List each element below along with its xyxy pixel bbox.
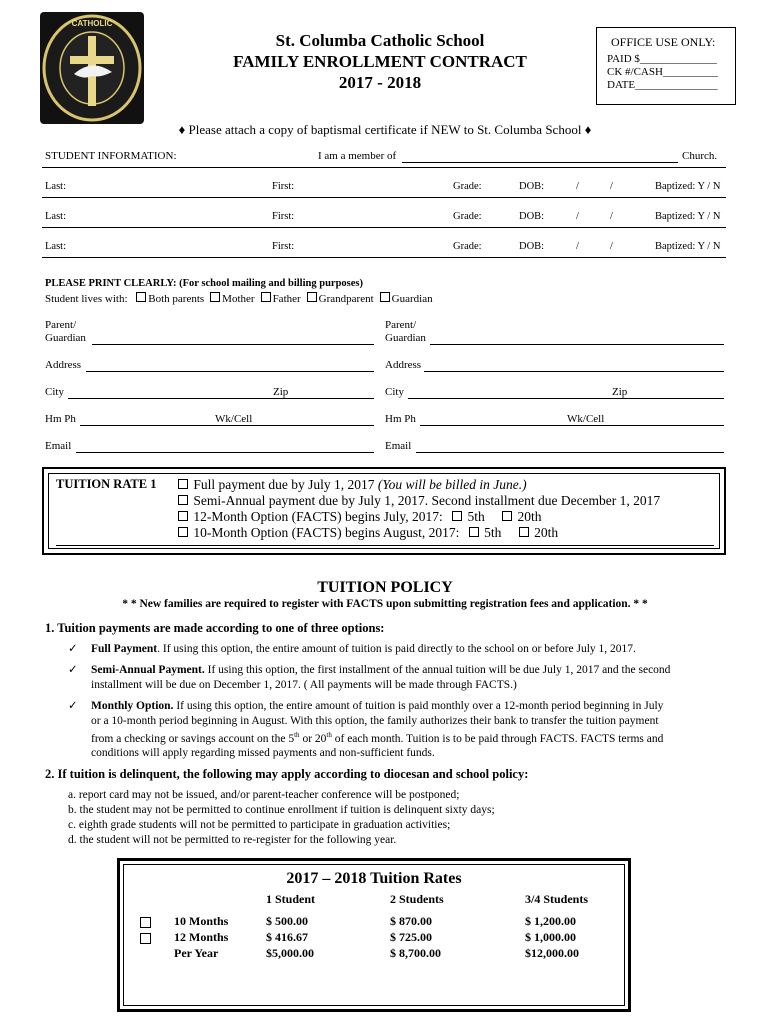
tuition-option-full[interactable] bbox=[178, 477, 527, 492]
option-10month-text: 10-Month Option (FACTS) begins August, 2017: bbox=[193, 525, 460, 540]
lives-with-option[interactable] bbox=[307, 293, 374, 305]
rate-1-student: $5,000.00 bbox=[266, 946, 314, 960]
check-icon: ✓ bbox=[68, 700, 78, 712]
lives-with-option-label: Mother bbox=[222, 293, 255, 305]
policy-title: TUITION POLICY bbox=[317, 579, 453, 596]
twentieth-label: 20th bbox=[517, 509, 542, 524]
dob-slash: / bbox=[576, 181, 579, 192]
check-icon: ✓ bbox=[68, 664, 78, 676]
office-heading: OFFICE USE ONLY: bbox=[611, 35, 716, 49]
address-field-2[interactable] bbox=[424, 371, 724, 372]
rate-1-student: $ 416.67 bbox=[266, 930, 308, 944]
checkbox-icon[interactable] bbox=[140, 917, 151, 928]
city-field-1[interactable] bbox=[68, 398, 374, 399]
checkbox-icon[interactable] bbox=[469, 527, 479, 537]
rate-2-students: $ 870.00 bbox=[390, 914, 432, 928]
tuition-option-10month[interactable] bbox=[178, 525, 558, 540]
lives-with-option-label: Grandparent bbox=[318, 293, 374, 305]
tuition-rates-table bbox=[117, 858, 631, 1012]
lives-with-option-label: Father bbox=[272, 293, 301, 305]
student-row-line[interactable] bbox=[42, 257, 726, 258]
student-first-label: First: bbox=[272, 211, 295, 222]
rate-3-4-students: $ 1,200.00 bbox=[525, 914, 576, 928]
student-first-label: First: bbox=[272, 241, 295, 252]
student-last-label: Last: bbox=[45, 181, 66, 192]
checkbox-icon[interactable] bbox=[178, 511, 188, 521]
member-prefix: I am a member of bbox=[318, 150, 397, 162]
student-row-line[interactable] bbox=[42, 227, 726, 228]
guardian-label-2: Guardian bbox=[385, 332, 426, 344]
school-seal-icon bbox=[40, 12, 144, 124]
tuition-rate-box bbox=[42, 467, 726, 555]
fifth-label: 5th bbox=[484, 525, 502, 540]
parent-label-2: Parent/ bbox=[385, 319, 417, 331]
home-phone-label-1: Hm Ph bbox=[45, 413, 76, 425]
checkbox-icon[interactable] bbox=[178, 479, 188, 489]
school-name: St. Columba Catholic School bbox=[275, 31, 485, 50]
rate-2-students: $ 725.00 bbox=[390, 930, 432, 944]
rate-checkbox[interactable] bbox=[140, 917, 153, 932]
church-line[interactable] bbox=[402, 162, 678, 163]
student-last-label: Last: bbox=[45, 241, 66, 252]
parent-label-1: Parent/ bbox=[45, 319, 77, 331]
checkbox-icon[interactable] bbox=[519, 527, 529, 537]
checkbox-icon[interactable] bbox=[380, 292, 390, 302]
office-use-box bbox=[596, 27, 736, 105]
option-full-note: (You will be billed in June.) bbox=[377, 477, 527, 492]
student-grade-label: Grade: bbox=[453, 241, 482, 252]
checkbox-icon[interactable] bbox=[140, 933, 151, 944]
delinquent-list bbox=[68, 788, 728, 848]
monthly-text: Monthly Option. If using this option, the entire amount of tuition is paid monthly over a 12-month period beginning in July or a 10-month period beginning in August. With this option, the family authorizes their bank to transfer the tuition payment from a checking or savings account on the 5th or 20th of each month. Tuition is to be paid through FACTS. FACTS terms and conditions will apply regarding missed payments and non-sufficient funds. bbox=[91, 700, 664, 760]
dob-slash: / bbox=[576, 241, 579, 252]
student-first-label: First: bbox=[272, 181, 295, 192]
lives-with-row bbox=[45, 292, 433, 305]
checkbox-icon[interactable] bbox=[136, 292, 146, 302]
lives-with-option[interactable] bbox=[210, 293, 254, 305]
lives-with-option[interactable] bbox=[380, 293, 433, 305]
zip-label-2: Zip bbox=[612, 386, 628, 398]
rates-title: 2017 – 2018 Tuition Rates bbox=[286, 870, 462, 887]
home-phone-field-2[interactable] bbox=[420, 425, 724, 426]
col-3-4-students: 3/4 Students bbox=[525, 892, 589, 906]
student-grade-label: Grade: bbox=[453, 181, 482, 192]
delinquent-d: d. the student will not be permitted to re-register for the following year. bbox=[68, 834, 397, 846]
address-label-2: Address bbox=[385, 359, 422, 371]
lives-with-option-label: Guardian bbox=[391, 293, 433, 305]
twentieth-label: 20th bbox=[534, 525, 559, 540]
dob-slash: / bbox=[610, 241, 613, 252]
address-field-1[interactable] bbox=[86, 371, 374, 372]
checkbox-icon[interactable] bbox=[178, 495, 188, 505]
dob-slash: / bbox=[576, 211, 579, 222]
check-icon: ✓ bbox=[68, 643, 78, 655]
office-check: CK #/CASH__________ bbox=[607, 66, 718, 78]
guardian-field-2[interactable] bbox=[430, 344, 724, 345]
checkbox-icon[interactable] bbox=[178, 527, 188, 537]
rate-1-student: $ 500.00 bbox=[266, 914, 308, 928]
guardian-field-1[interactable] bbox=[92, 344, 374, 345]
student-grade-label: Grade: bbox=[453, 211, 482, 222]
baptized-label: Baptized: Y / N bbox=[655, 241, 721, 252]
address-label-1: Address bbox=[45, 359, 82, 371]
student-dob-label: DOB: bbox=[519, 241, 545, 252]
rate-row-label: Per Year bbox=[174, 946, 219, 960]
baptized-label: Baptized: Y / N bbox=[655, 181, 721, 192]
policy-item-1: 1. Tuition payments are made according to one of three options: bbox=[45, 621, 385, 635]
col-1-student: 1 Student bbox=[266, 892, 316, 906]
option-full-text: Full payment due by July 1, 2017 bbox=[193, 477, 375, 492]
option-semi-text: Semi-Annual payment due by July 1, 2017. Second installment due December 1, 2017 bbox=[193, 493, 661, 508]
office-date: DATE_______________ bbox=[607, 79, 718, 91]
student-dob-label: DOB: bbox=[519, 181, 545, 192]
checkbox-icon[interactable] bbox=[210, 292, 220, 302]
work-cell-label-1: Wk/Cell bbox=[215, 413, 253, 425]
email-field-1[interactable] bbox=[76, 452, 374, 453]
rate-3-4-students: $ 1,000.00 bbox=[525, 930, 576, 944]
email-label-1: Email bbox=[45, 440, 72, 452]
office-paid: PAID $______________ bbox=[607, 53, 717, 65]
dob-slash: / bbox=[610, 211, 613, 222]
full-payment-text: Full Payment. If using this option, the entire amount of tuition is paid directly to the school on or before July 1, 2017. bbox=[91, 643, 636, 655]
lives-with-option[interactable] bbox=[136, 293, 204, 305]
tuition-option-12month[interactable] bbox=[178, 509, 542, 524]
school-logo bbox=[40, 12, 144, 124]
option-12month-text: 12-Month Option (FACTS) begins July, 2017: bbox=[193, 509, 443, 524]
col-2-students: 2 Students bbox=[390, 892, 444, 906]
delinquent-a: a. report card may not be issued, and/or parent-teacher conference will be postponed; bbox=[68, 789, 460, 801]
rate-row-label: 12 Months bbox=[174, 930, 229, 944]
print-clearly: PLEASE PRINT CLEARLY: (For school mailing and billing purposes) bbox=[45, 278, 363, 289]
zip-label-1: Zip bbox=[273, 386, 289, 398]
school-year: 2017 - 2018 bbox=[338, 73, 422, 92]
tuition-signature-line bbox=[56, 545, 714, 546]
lives-with-option[interactable] bbox=[261, 293, 301, 305]
divider bbox=[42, 167, 726, 168]
home-phone-label-2: Hm Ph bbox=[385, 413, 416, 425]
rate-checkbox[interactable] bbox=[140, 933, 153, 948]
delinquent-b: b. the student may not be permitted to continue enrollment if tuition is delinquent sixty days; bbox=[68, 804, 495, 816]
dob-slash: / bbox=[610, 181, 613, 192]
semi-annual-text: Semi-Annual Payment. If using this option, the first installment of the annual tuition will be due July 1, 2017 and the second installment will be due on December 1, 2017. ( All payments will be made through FACTS.) bbox=[91, 664, 671, 691]
checkbox-icon[interactable] bbox=[307, 292, 317, 302]
policy-item-2: 2. If tuition is delinquent, the following may apply according to diocesan and school policy: bbox=[45, 767, 529, 781]
city-label-1: City bbox=[45, 386, 64, 398]
lives-with-option-label: Both parents bbox=[148, 293, 205, 305]
policy-subtitle: * * New families are required to register with FACTS upon submitting registration fees and application. * * bbox=[122, 598, 648, 610]
form-title: FAMILY ENROLLMENT CONTRACT bbox=[233, 52, 527, 71]
baptized-label: Baptized: Y / N bbox=[655, 211, 721, 222]
tuition-rate-label: TUITION RATE 1 bbox=[56, 477, 157, 491]
baptism-notice: ♦ Please attach a copy of baptismal certificate if NEW to St. Columba School ♦ bbox=[178, 122, 592, 137]
rate-3-4-students: $12,000.00 bbox=[525, 946, 579, 960]
city-field-2[interactable] bbox=[408, 398, 724, 399]
fifth-label: 5th bbox=[467, 509, 485, 524]
city-label-2: City bbox=[385, 386, 404, 398]
home-phone-field-1[interactable] bbox=[80, 425, 374, 426]
email-field-2[interactable] bbox=[416, 452, 724, 453]
checkbox-icon[interactable] bbox=[261, 292, 271, 302]
student-dob-label: DOB: bbox=[519, 211, 545, 222]
lives-with-options bbox=[130, 293, 432, 305]
rate-row-label: 10 Months bbox=[174, 914, 229, 928]
member-suffix: Church. bbox=[682, 150, 718, 162]
student-last-label: Last: bbox=[45, 211, 66, 222]
guardian-label-1: Guardian bbox=[45, 332, 86, 344]
rate-2-students: $ 8,700.00 bbox=[390, 946, 441, 960]
student-info-heading: STUDENT INFORMATION: bbox=[45, 150, 177, 162]
delinquent-c: c. eighth grade students will not be permitted to participate in graduation activities; bbox=[68, 819, 451, 831]
lives-with-label: Student lives with: bbox=[45, 293, 128, 305]
work-cell-label-2: Wk/Cell bbox=[567, 413, 605, 425]
checkbox-icon[interactable] bbox=[452, 511, 462, 521]
checkbox-icon[interactable] bbox=[502, 511, 512, 521]
tuition-option-semi[interactable] bbox=[178, 493, 660, 508]
student-row-line[interactable] bbox=[42, 197, 726, 198]
svg-text:CATHOLIC: CATHOLIC bbox=[71, 19, 113, 28]
email-label-2: Email bbox=[385, 440, 412, 452]
